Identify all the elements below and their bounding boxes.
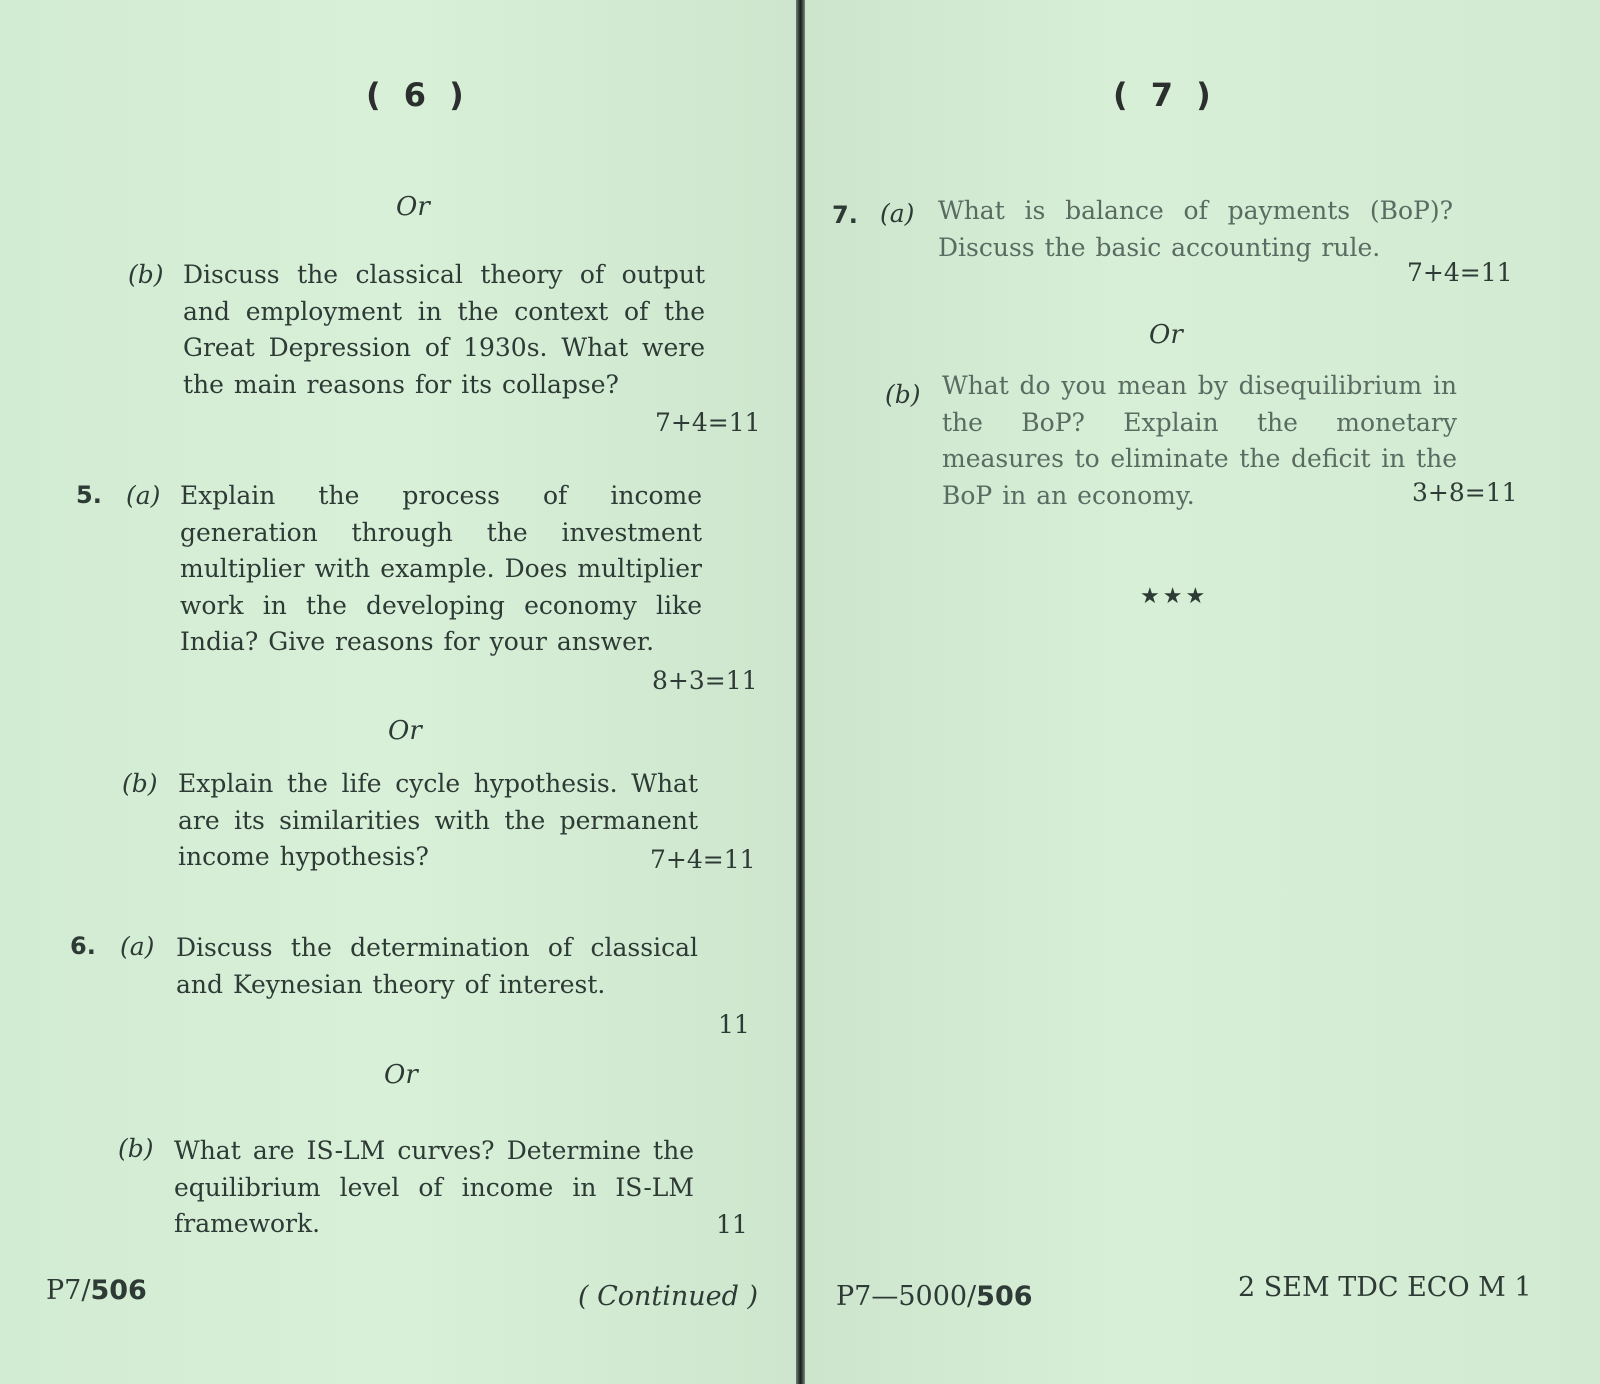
question-number: 7. [832,201,858,229]
question-part-label: (b) [118,1134,154,1163]
question-number: 6. [70,932,96,960]
or-separator: Or [384,1060,418,1090]
question-part-label: (a) [880,199,915,228]
page-number: ( 7 ) [1113,76,1217,114]
paper-code-number: 506 [90,1275,147,1306]
end-of-paper-marker: ★★★ [1140,584,1209,609]
or-separator: Or [388,716,422,746]
question-part-label: (a) [120,932,155,961]
question-marks: 7+4=11 [650,845,756,874]
question-text: What do you mean by disequilibrium in the BoP? Explain the monetary measures to eliminate the deficit in the BoP in an economy. [942,371,1457,510]
question-part-label: (b) [122,769,158,798]
left-page [0,0,797,1384]
continued-label: ( Continued ) [578,1281,759,1312]
question-part-label: (b) [128,260,164,289]
question-marks: 3+8=11 [1412,478,1518,507]
paper-code [836,1281,1033,1312]
question-text: Explain the process of income generation through the investment multiplier with example. Does multiplier work in the developing economy like India? Give reasons for your answer. [180,481,702,656]
question-text: What is balance of payments (BoP)? Discuss the basic accounting rule. [938,196,1453,262]
right-page [805,0,1600,1384]
question-text: Discuss the determination of classical and Keynesian theory of interest. [176,933,698,999]
course-code: 2 SEM TDC ECO M 1 [1238,1272,1532,1303]
question-number: 5. [76,481,102,509]
paper-code-prefix: P7—5000/ [836,1281,977,1312]
or-separator: Or [1149,320,1183,350]
book-gutter [796,0,805,1384]
question-part-label: (b) [885,380,921,409]
paper-code [46,1275,147,1306]
question-marks: 7+4=11 [1407,258,1513,287]
question-text: What are IS-LM curves? Determine the equilibrium level of income in IS-LM framework. [174,1136,694,1238]
question-marks: 11 [718,1010,750,1039]
question-marks: 7+4=11 [655,408,761,437]
paper-code-number: 506 [976,1281,1033,1312]
or-separator: Or [396,192,430,222]
question-marks: 8+3=11 [652,666,758,695]
page-number: ( 6 ) [366,76,470,114]
question-text: Discuss the classical theory of output and employment in the context of the Great Depression of 1930s. What were the main reasons for its collapse? [183,260,705,399]
question-marks: 11 [716,1210,748,1239]
paper-code-prefix: P7/ [46,1275,91,1306]
question-part-label: (a) [126,481,161,510]
question-text: Explain the life cycle hypothesis. What are its similarities with the permanent income hypothesis? [178,769,698,871]
